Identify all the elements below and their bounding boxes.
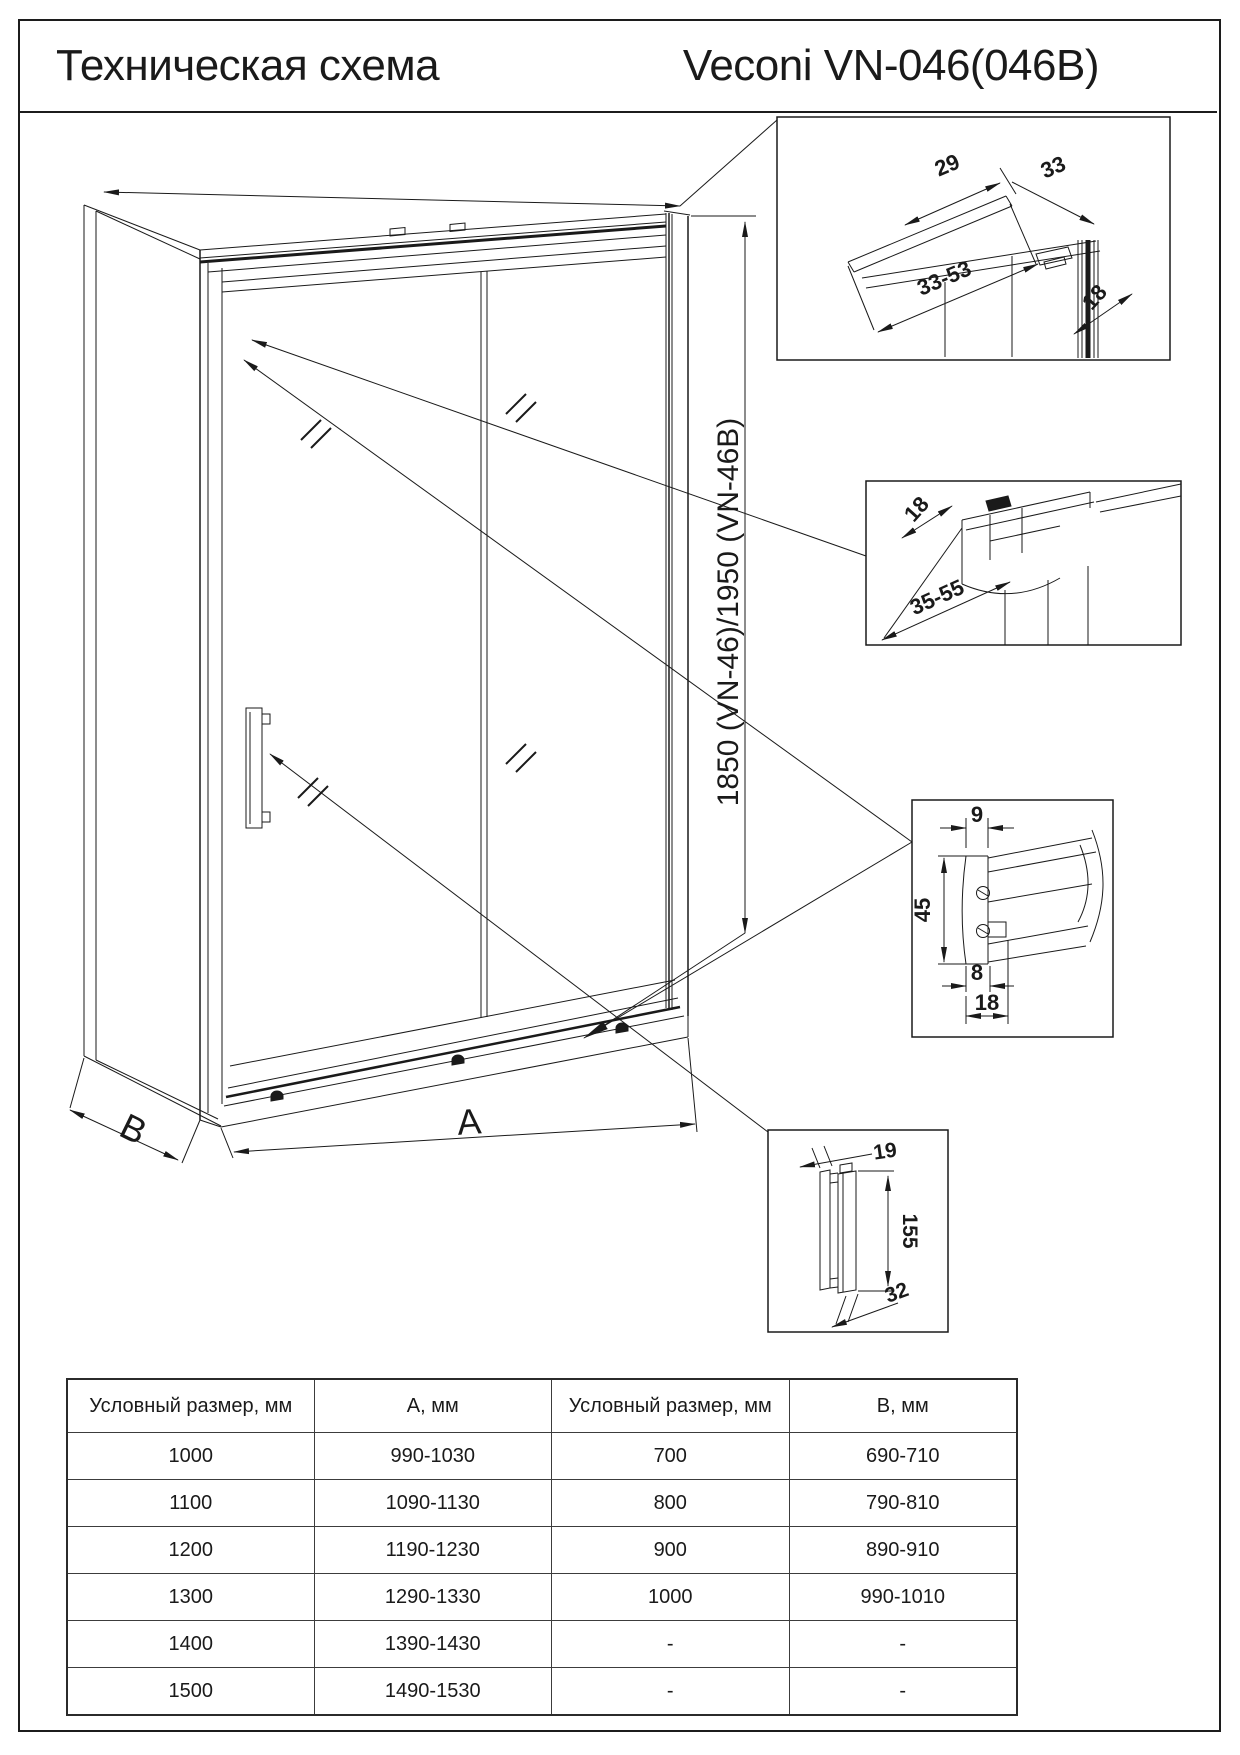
detail-frame-profile xyxy=(912,800,1113,1037)
dim-label-A: A xyxy=(455,1100,483,1143)
table-cell: - xyxy=(789,1621,1017,1668)
door-handle xyxy=(246,708,270,828)
table-header: В, мм xyxy=(789,1379,1017,1433)
table-cell: 1000 xyxy=(552,1574,790,1621)
table-row xyxy=(67,1480,1017,1527)
table-cell: 690-710 xyxy=(789,1433,1017,1480)
detail3-dim-45: 45 xyxy=(910,897,935,923)
table-row xyxy=(67,1433,1017,1480)
detail-box xyxy=(912,800,1113,1037)
table-row xyxy=(67,1527,1017,1574)
detail2-dim-18: 18 xyxy=(898,491,934,527)
table-cell: 1100 xyxy=(67,1480,314,1527)
detail2-dim-35-55: 35-55 xyxy=(906,574,968,621)
table-cell: 1000 xyxy=(67,1433,314,1480)
table-cell: - xyxy=(789,1668,1017,1716)
table-cell: 990-1010 xyxy=(789,1574,1017,1621)
detail1-dim-33: 33 xyxy=(1036,150,1070,184)
table-cell: 790-810 xyxy=(789,1480,1017,1527)
table-cell: 890-910 xyxy=(789,1527,1017,1574)
detail-top-wall-profile xyxy=(777,117,1170,360)
table-cell: 1490-1530 xyxy=(314,1668,552,1716)
main-dimensions xyxy=(70,120,912,1163)
table-header: Условный размер, мм xyxy=(552,1379,790,1433)
right-frame-profile xyxy=(664,211,690,1016)
glass-hatch-marks xyxy=(298,394,536,806)
dim-label-height: 1850 (VN-46)/1950 (VN-46B) xyxy=(712,417,745,807)
detail1-dim-18: 18 xyxy=(1076,279,1112,315)
detail1-dim-29: 29 xyxy=(930,148,964,182)
roller xyxy=(271,1091,283,1101)
detail4-dim-155: 155 xyxy=(898,1213,921,1249)
table-header-row xyxy=(67,1379,1017,1433)
detail-box xyxy=(777,117,1170,360)
shower-enclosure-drawing xyxy=(84,205,690,1127)
roller xyxy=(452,1055,464,1065)
glass-divider xyxy=(481,271,487,1018)
bottom-track xyxy=(200,980,688,1127)
detail4-dim-32: 32 xyxy=(881,1278,912,1308)
detail3-dim-9: 9 xyxy=(970,802,984,827)
table-cell: 700 xyxy=(552,1433,790,1480)
table-row xyxy=(67,1574,1017,1621)
detail3-dim-18: 18 xyxy=(974,990,1000,1015)
table-cell: 1190-1230 xyxy=(314,1527,552,1574)
table-cell: 800 xyxy=(552,1480,790,1527)
table-cell: 1290-1330 xyxy=(314,1574,552,1621)
table-header: Условный размер, мм xyxy=(67,1379,314,1433)
table-cell: 1400 xyxy=(67,1621,314,1668)
table-header: А, мм xyxy=(314,1379,552,1433)
left-frame-profile xyxy=(200,250,222,1120)
top-span-arrow xyxy=(104,192,680,206)
size-table xyxy=(66,1378,1018,1716)
table-row xyxy=(67,1621,1017,1668)
table-row xyxy=(67,1668,1017,1716)
page-title: Техническая схема xyxy=(56,41,440,90)
table-cell: 1200 xyxy=(67,1527,314,1574)
table-cell: 1390-1430 xyxy=(314,1621,552,1668)
table-cell: 1300 xyxy=(67,1574,314,1621)
table-cell: 1090-1130 xyxy=(314,1480,552,1527)
table-cell: - xyxy=(552,1668,790,1716)
table-cell: - xyxy=(552,1621,790,1668)
product-model: Veconi VN-046(046B) xyxy=(682,41,1099,90)
dim-label-B: B xyxy=(113,1105,154,1153)
table-cell: 990-1030 xyxy=(314,1433,552,1480)
detail4-dim-19: 19 xyxy=(871,1138,899,1165)
table-cell: 900 xyxy=(552,1527,790,1574)
top-rail xyxy=(200,214,666,292)
detail1-dim-33-53: 33-53 xyxy=(913,255,975,301)
table-cell: 1500 xyxy=(67,1668,314,1716)
detail3-dim-8: 8 xyxy=(970,960,984,985)
